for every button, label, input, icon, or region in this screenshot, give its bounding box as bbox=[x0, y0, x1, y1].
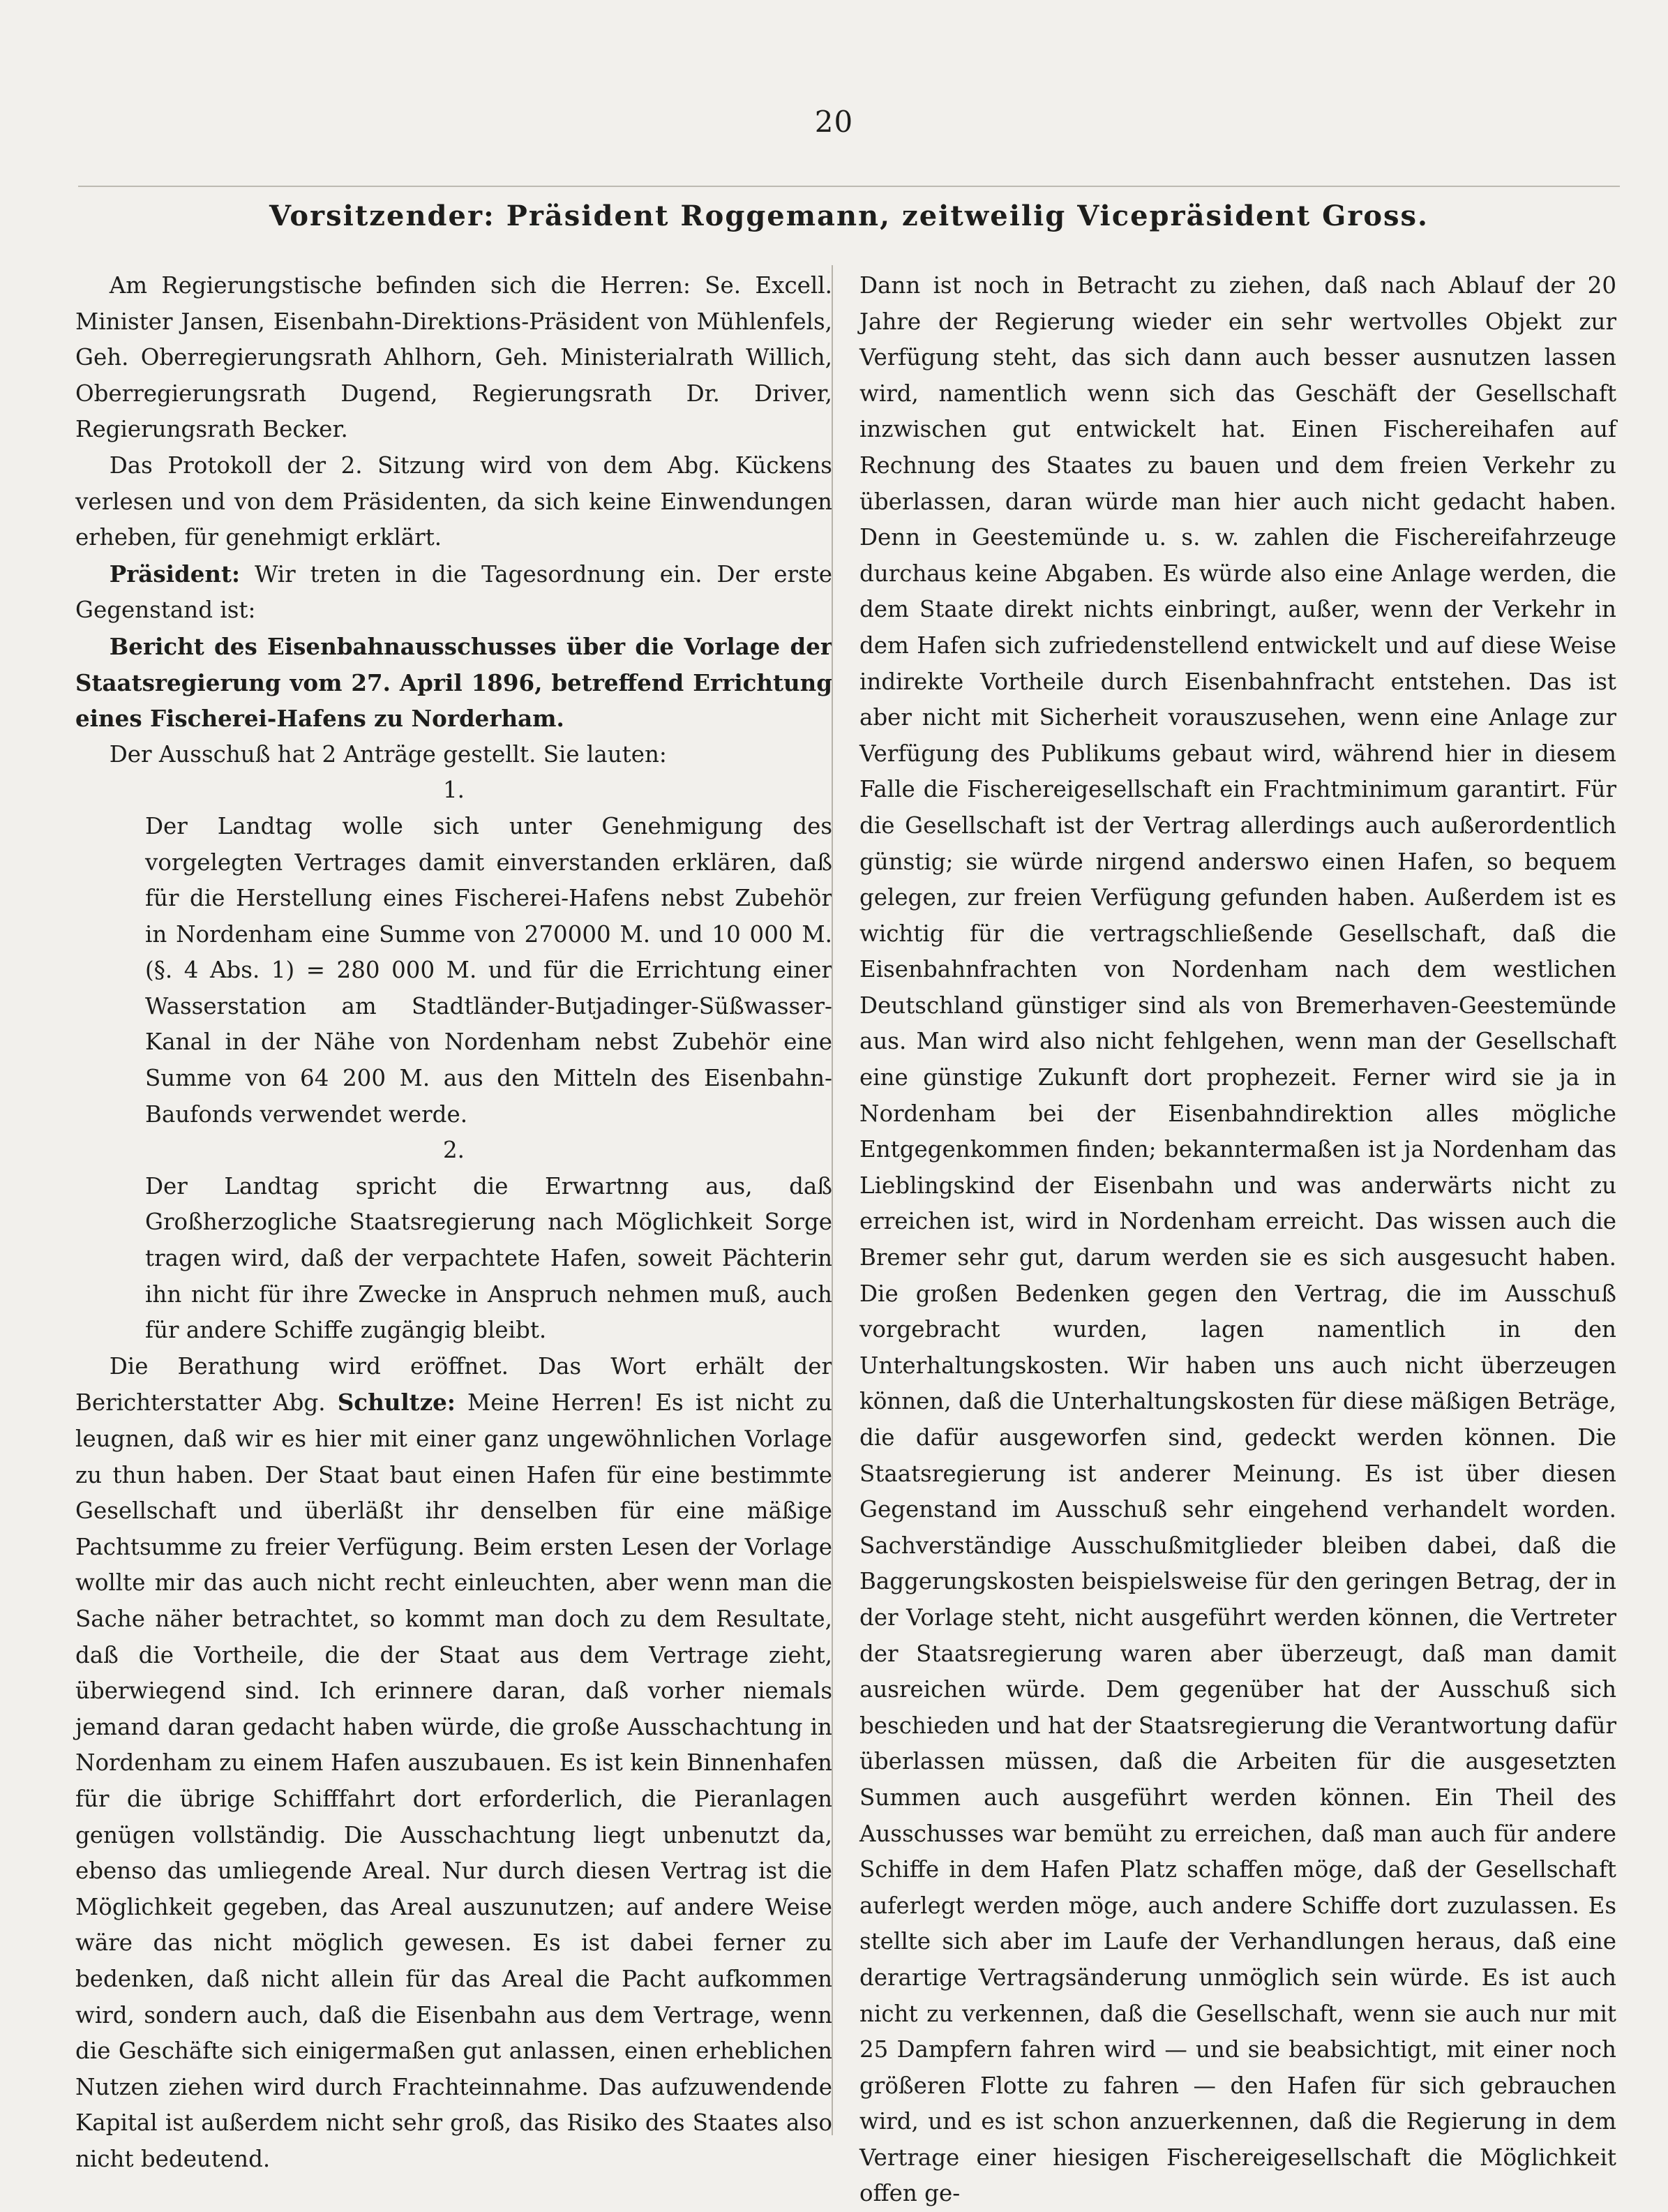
agenda-item-heading: Bericht des Eisenbahnausschusses über die Vorlage der Staatsregierung vom 27. April 1896, betreffend Errichtung eines Fischerei-Hafens zu Norderham. bbox=[75, 632, 832, 733]
president-paragraph bbox=[75, 556, 832, 629]
column-divider bbox=[832, 265, 833, 2135]
protocol-paragraph: Das Protokoll der 2. Sitzung wird von dem Abg. Kückens verlesen und von dem Präsidenten, da sich keine Einwendungen erheben, für genehmigt erklärt. bbox=[75, 451, 832, 551]
speech-text: Wir treten in die Tagesordnung ein. Der erste Gegenstand ist: bbox=[75, 560, 832, 624]
debate-paragraph bbox=[75, 1349, 832, 2178]
session-heading: Vorsitzender: Präsident Roggemann, zeitweilig Vicepräsident Gross. bbox=[269, 200, 1429, 232]
right-column bbox=[859, 268, 1616, 2212]
speech-intro: Die Berathung wird eröffnet. Das Wort erhält der Berichterstatter Abg. bbox=[75, 1352, 832, 1417]
header-rule bbox=[78, 186, 1620, 187]
motion-text: Der Landtag wolle sich unter Genehmigung des vorgelegten Vertrages damit einverstanden erklären, daß für die Herstellung eines Fischerei-Hafens nebst Zubehör in Nordenham eine Summe von 270000 M. und 10 000 M. (§. 4 Abs. 1) = 280 000 M. und für die Errichtung einer Wasserstation am Stadtländer-Butjadinger-Süßwasser-Kanal in der Nähe von Nordenham nebst Zubehör eine Summe von 64 200 M. aus den Mitteln des Eisenbahn-Baufonds verwendet werde. bbox=[145, 812, 832, 1128]
speech-text: Meine Herren! Es ist nicht zu leugnen, daß wir es hier mit einer ganz ungewöhnlichen Vorlage zu thun haben. Der Staat baut einen Hafen für eine bestimmte Gesellschaft und überläßt ihr denselben für eine mäßige Pachtsumme zu freier Verfügung. Beim ersten Lesen der Vorlage wollte mir das auch nicht recht einleuchten, aber wenn man die Sache näher betrachtet, so kommt man doch zu dem Resultate, daß die Vortheile, die der Staat aus dem Vertrage zieht, überwiegend sind. Ich erinnere daran, daß vorher niemals jemand daran gedacht haben würde, die große Ausschachtung in Nordenham zu einem Hafen auszubauen. Es ist kein Binnenhafen für die übrige Schifffahrt dort erforderlich, die Pieranlagen genügen vollständig. Die Ausschachtung liegt unbenutzt da, ebenso das umliegende Areal. Nur durch diesen Vertrag ist die Möglichkeit gegeben, das Areal auszunutzen; auf andere Weise wäre das nicht möglich gewesen. Es ist dabei ferner zu bedenken, daß nicht allein für das Areal die Pacht aufkommen wird, sondern auch, daß die Eisenbahn aus dem Vertrage, wenn die Geschäfte sich einigermaßen gut anlassen, einen erheblichen Nutzen ziehen wird durch Frachteinnahme. Das aufzuwendende Kapital ist außerdem nicht sehr groß, das Risiko des Staates also nicht bedeutend. bbox=[75, 1389, 832, 2172]
motion-number: 1. bbox=[442, 777, 465, 804]
speaker-name: Präsident: bbox=[109, 560, 241, 588]
speech-continuation: Dann ist noch in Betracht zu ziehen, daß nach Ablauf der 20 Jahre der Regierung wieder ein sehr wertvolles Objekt zur Verfügung steht, das sich dann auch besser ausnutzen lassen wird, namentlich wenn sich das Geschäft der Gesellschaft inzwischen gut entwickelt hat. Einen Fischereihafen auf Rechnung des Staates zu bauen und dem freien Verkehr zu überlassen, daran würde man hier auch nicht gedacht haben. Denn in Geestemünde u. s. w. zahlen die Fischereifahrzeuge durchaus keine Abgaben. Es würde also eine Anlage werden, die dem Staate direkt nichts einbringt, außer, wenn der Verkehr in dem Hafen sich zufriedenstellend entwickelt und auf diese Weise indirekte Vortheile durch Eisenbahnfracht entstehen. Das ist aber nicht mit Sicherheit vorauszusehen, wenn eine Anlage zur Verfügung des Publikums gebaut wird, während hier in diesem Falle die Fischereigesellschaft ein Frachtminimum garantirt. Für die Gesellschaft ist der Vertrag allerdings auch außerordentlich günstig; sie würde nirgend anderswo einen Hafen, so bequem gelegen, zur freien Verfügung gefunden haben. Außerdem ist es wichtig für die vertragschließende Gesellschaft, daß die Eisenbahnfrachten von Nordenham nach dem westlichen Deutschland günstiger sind als von Bremerhaven-Geestemünde aus. Man wird also nicht fehlgehen, wenn man der Gesellschaft eine günstige Zukunft dort prophezeit. Ferner wird sie ja in Nordenham bei der Eisenbahndirektion alles mögliche Entgegenkommen finden; bekanntermaßen ist ja Nordenham das Lieblingskind der Eisenbahn und was anderwärts nicht zu erreichen ist, wird in Nordenham erreicht. Das wissen auch die Bremer sehr gut, darum werden sie es sich ausgesucht haben. Die großen Bedenken gegen den Vertrag, die im Ausschuß vorgebracht wurden, lagen namentlich in den Unterhaltungskosten. Wir haben uns auch nicht überzeugen können, daß die Unterhaltungskosten für diese mäßigen Beträge, die dafür ausgeworfen sind, gedeckt werden können. Die Staatsregierung ist anderer Meinung. Es ist über diesen Gegenstand im Ausschuß sehr eingehend verhandelt worden. Sachverständige Ausschußmitglieder bleiben dabei, daß die Baggerungskosten beispielsweise für den geringen Betrag, der in der Vorlage steht, nicht ausgeführt werden können, die Vertreter der Staatsregierung waren aber überzeugt, daß man damit ausreichen würde. Dem gegenüber hat der Ausschuß sich beschieden und hat der Staatsregierung die Verantwortung dafür überlassen müssen, daß die Arbeiten für die ausgesetzten Summen auch ausgeführt werden können. Ein Theil des Ausschusses war bemüht zu erreichen, daß man auch für andere Schiffe in dem Hafen Platz schaffen möge, daß der Gesellschaft auferlegt werden möge, auch andere Schiffe dort zuzulassen. Es stellte sich aber im Laufe der Verhandlungen heraus, daß eine derartige Vertragsänderung unmöglich sein würde. Es ist auch nicht zu verkennen, daß die Gesellschaft, wenn sie auch nur mit 25 Dampfern fahren wird — und sie beabsichtigt, mit einer noch größeren Flotte zu fahren — den Hafen für sich gebrauchen wird, und es ist schon anzuerkennen, daß die Regierung in dem Vertrage einer hiesigen Fischereigesellschaft die Möglichkeit offen ge- bbox=[859, 272, 1616, 2207]
attendance-paragraph: Am Regierungstische befinden sich die Herren: Se. Excell. Minister Jansen, Eisenbahn-Direktions-Präsident von Mühlenfels, Geh. Oberregierungsrath Ahlhorn, Geh. Ministerialrath Willich, Oberregierungsrath Dugend, Regierungsrath Dr. Driver, Regierungsrath Becker. bbox=[75, 272, 832, 443]
motion-text: Der Landtag spricht die Erwartnng aus, daß Großherzogliche Staatsregierung nach Möglichkeit Sorge tragen wird, daß der verpachtete Hafen, soweit Pächterin ihn nicht für ihre Zwecke in Anspruch nehmen muß, auch für andere Schiffe zugängig bleibt. bbox=[145, 1172, 832, 1344]
motions-intro: Der Ausschuß hat 2 Anträge gestellt. Sie lauten: bbox=[109, 740, 667, 768]
page-number: 20 bbox=[814, 105, 854, 139]
speaker-name: Schultze: bbox=[337, 1389, 456, 1417]
motion-number: 2. bbox=[442, 1137, 465, 1164]
left-column bbox=[75, 268, 832, 2177]
